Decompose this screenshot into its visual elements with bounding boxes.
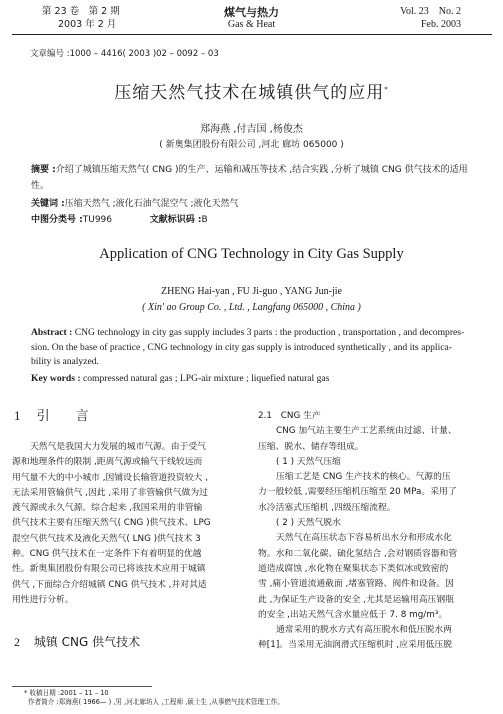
section-1-body (12, 440, 242, 608)
s1-line-10: 供气 ,下面综合介绍城镇 CNG 供气技术 ,并对其适 (12, 579, 207, 590)
keywords-cn (31, 196, 239, 209)
abstract-cn-label: 摘要 : (31, 165, 56, 175)
affiliation-en: ( Xin' ao Group Co. , Ltd. , Langfang 065000 , China ) (142, 302, 361, 313)
affiliation-cn: ( 新奥集团股份有限公司 ,河北 廊坊 065000 ) (159, 140, 344, 150)
title-en: Application of CNG Technology in City Gas Supply (99, 246, 404, 262)
footnote-author: 作者简介 :郑海燕( 1966— ) ,男 ,河北廊坊人 ,工程师 ,硕士生 ,从事燃气技术管理工作。 (28, 698, 284, 706)
header-journal-en: Gas & Heat (227, 19, 276, 30)
rc-p1-line-2: 压缩、脱水、储存等组成。 (258, 441, 364, 452)
abstract-cn (31, 162, 473, 194)
rc-sub-2: ( 2 ) 天然气脱水 (276, 518, 341, 529)
s1-line-2: 源和地理条件的限制 ,距离气源或输气干线较远而 (12, 457, 203, 468)
s1-line-9: 性。新奥集团股份有限公司已将该技术应用于城镇 (12, 564, 206, 575)
rc-p2-line-2: 力一般较低 ,需要经压缩机压缩至 20 MPa。采用了 (258, 487, 457, 498)
s1-line-1: 天然气是我国大力发展的城市气源。由于受气 (30, 442, 206, 452)
section-1-heading (14, 405, 89, 424)
authors-cn: 郑海燕 ,付吉国 ,杨俊杰 (200, 124, 303, 135)
section-1-title: 引 言 (36, 409, 89, 424)
rc-p3-line-3: 道造成腐蚀 ,水化物在聚集状态下类似冰或致密的 (258, 563, 449, 574)
abstract-en-label: Abstract : (31, 327, 73, 338)
rc-p3-line-5: 此 ,为保证生产设备的安全 ,尤其是运输用高压钢瓶 (258, 594, 454, 605)
s1-line-7: 混空气供气技术及液化天然气( LNG )供气技术 3 (12, 533, 201, 544)
right-column (258, 409, 488, 654)
s1-line-5: 渡气源或永久气源。综合起来 ,我国采用的非管输 (12, 503, 203, 514)
authors-en: ZHENG Hai-yan , FU Ji-guo , YANG Jun-jie (161, 286, 342, 297)
abstract-cn-text: 介绍了城镇压缩天然气( CNG )的生产、运输和减压等技术 ,结合实践 ,分析了城镇 CNG 供气技术的适用性。 (31, 165, 468, 191)
rc-p4-line-1: 通常采用的脱水方式有高压脱水和低压脱水两 (276, 625, 452, 636)
footnote-received: * 收稿日期 :2001 – 11 – 10 (24, 689, 109, 697)
rc-p3-line-6: 的安全 ,出站天然气含水量应低于 7. 8 mg/m³。 (258, 609, 448, 620)
keywords-en-label: Key words : (31, 373, 81, 384)
doc-code-label: 文献标识码 : (149, 215, 202, 225)
article-number: 文章编号 :1000 – 4416( 2003 )02 – 0092 – 03 (30, 49, 219, 59)
keywords-cn-label: 关键词 : (31, 199, 65, 209)
clc-label: 中图分类号 : (31, 215, 83, 225)
header-journal-cn: 煤气与热力 (224, 6, 279, 19)
title-cn-text: 压缩天然气技术在城镇供气的应用 (114, 83, 385, 103)
s1-line-6: 供气技术主要有压缩天然气( CNG )供气技术、LPG (12, 518, 211, 529)
section-2-title: 城镇 CNG 供气技术 (33, 635, 141, 649)
section-2-heading (14, 633, 140, 650)
section-1-number: 1 (14, 408, 21, 423)
doc-code: B (201, 215, 208, 225)
header-volume-cn: 第 23 卷 第 2 期 (42, 6, 120, 17)
header-volume-en: Vol. 23 No. 2 (400, 6, 461, 17)
s1-line-4: 无法采用管输供气 ,因此 ,采用了非管输供气做为过 (12, 487, 208, 498)
rc-p2-line-3: 水冷活塞式压缩机 ,四级压缩流程。 (258, 502, 396, 513)
title-cn (0, 78, 503, 103)
rc-sub-1: ( 1 ) 天然气压缩 (276, 456, 341, 467)
rc-p3-line-1: 天然气在高压状态下容易析出水分和形成水化 (276, 533, 452, 544)
abstract-en-line-1-text: CNG technology in city gas supply includes 3 parts : the production , transportation , and decompres- (74, 327, 465, 338)
s1-line-8: 种。CNG 供气技术在一定条件下有着明显的优越 (12, 549, 202, 560)
keywords-en-text: compressed natural gas ; LPG-air mixture ; liquefied natural gas (82, 373, 330, 384)
header-rule (12, 34, 492, 35)
rc-p1-line-1: CNG 加气站主要生产工艺系统由过滤、计量、 (276, 426, 457, 437)
header-date-cn: 2003 年 2 月 (58, 19, 117, 30)
rc-p3-line-2: 物。水和二氧化碳、硫化氢结合 ,会对钢质容器和管 (258, 548, 458, 559)
keywords-cn-text: 压缩天然气 ;液化石油气混空气 ;液化天然气 (64, 199, 239, 209)
footnote-rule (12, 686, 152, 687)
subsection-2-1: 2.1 CNG 生产 (258, 411, 321, 421)
abstract-en-line-3: bility is analyzed. (31, 356, 99, 368)
classification (31, 212, 208, 225)
header-date-en: Feb. 2003 (421, 19, 461, 30)
rc-p2-line-1: 压缩工艺是 CNG 生产技术的核心。气源的压 (276, 472, 451, 483)
abstract-en (31, 326, 479, 370)
section-2-number: 2 (14, 635, 20, 649)
title-footnote-mark: * (384, 85, 389, 94)
clc-code: TU996 (82, 215, 112, 225)
keywords-en (31, 372, 329, 387)
abstract-en-line-2: sion. On the base of practice , CNG technology in city gas supply is introduced synthetically , and its applica- (31, 341, 452, 353)
abstract-en-line-1 (31, 326, 479, 341)
s1-line-3: 用气量不大的中小城市 ,因铺设长输管道投资较大 , (12, 472, 208, 483)
rc-p3-line-4: 雪 ,痛小管道流通截面 ,堵塞管路、阀件和设备。因 (258, 579, 454, 590)
rc-p4-line-2: 种[1]。当采用无油润滑式压缩机时 ,应采用低压脱 (258, 640, 452, 651)
s1-line-11: 用性进行分析。 (12, 594, 74, 605)
